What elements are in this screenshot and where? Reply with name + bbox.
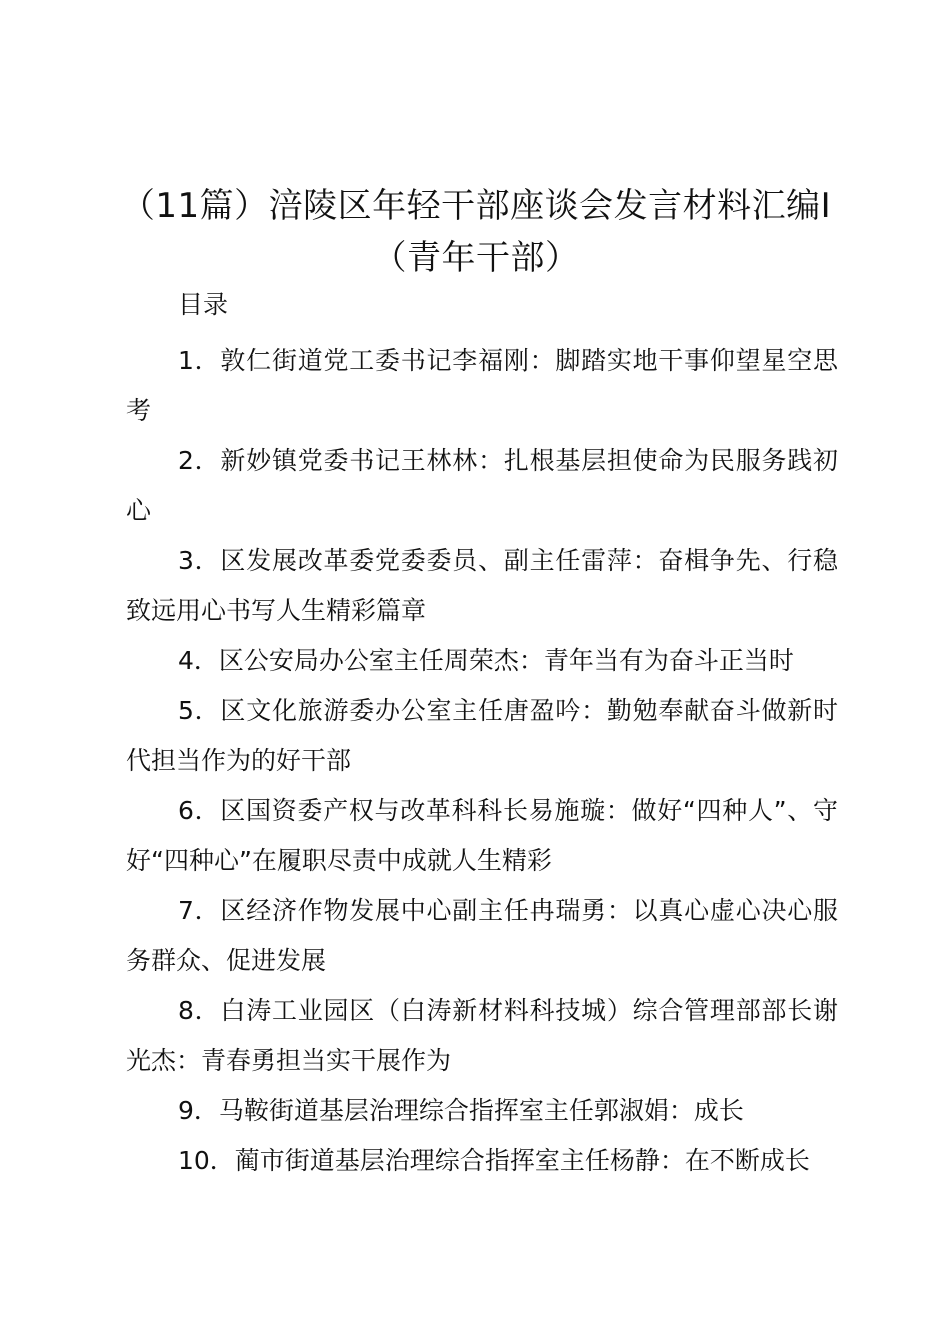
toc-item: 4．区公安局办公室主任周荣杰：青年当有为奋斗正当时	[178, 646, 794, 675]
document-title: （11篇）涪陵区年轻干部座谈会发言材料汇编I（青年干部）	[120, 186, 832, 278]
toc-item: 3．区发展改革委党委委员、副主任雷萍：奋楫争先、行稳致远用心书写人生精彩篇章	[126, 546, 838, 625]
toc-item: 10．蔺市街道基层治理综合指挥室主任杨静：在不断成长	[178, 1146, 810, 1175]
toc-item: 9．马鞍街道基层治理综合指挥室主任郭淑娟：成长	[178, 1096, 744, 1125]
toc-item: 7．区经济作物发展中心副主任冉瑞勇：以真心虚心决心服务群众、促进发展	[126, 896, 838, 975]
toc-heading: 目录	[178, 290, 229, 319]
table-of-contents	[126, 336, 838, 1186]
toc-item: 1．敦仁街道党工委书记李福刚：脚踏实地干事仰望星空思考	[126, 346, 838, 425]
toc-item: 6．区国资委产权与改革科科长易施璇：做好“四种人”、守好“四种心”在履职尽责中成就人生精彩	[126, 796, 838, 875]
toc-item: 8．白涛工业园区（白涛新材料科技城）综合管理部部长谢光杰：青春勇担当实干展作为	[126, 996, 838, 1075]
toc-item: 5．区文化旅游委办公室主任唐盈吟：勤勉奉献奋斗做新时代担当作为的好干部	[126, 696, 838, 775]
toc-item: 2．新妙镇党委书记王林林：扎根基层担使命为民服务践初心	[126, 446, 838, 525]
